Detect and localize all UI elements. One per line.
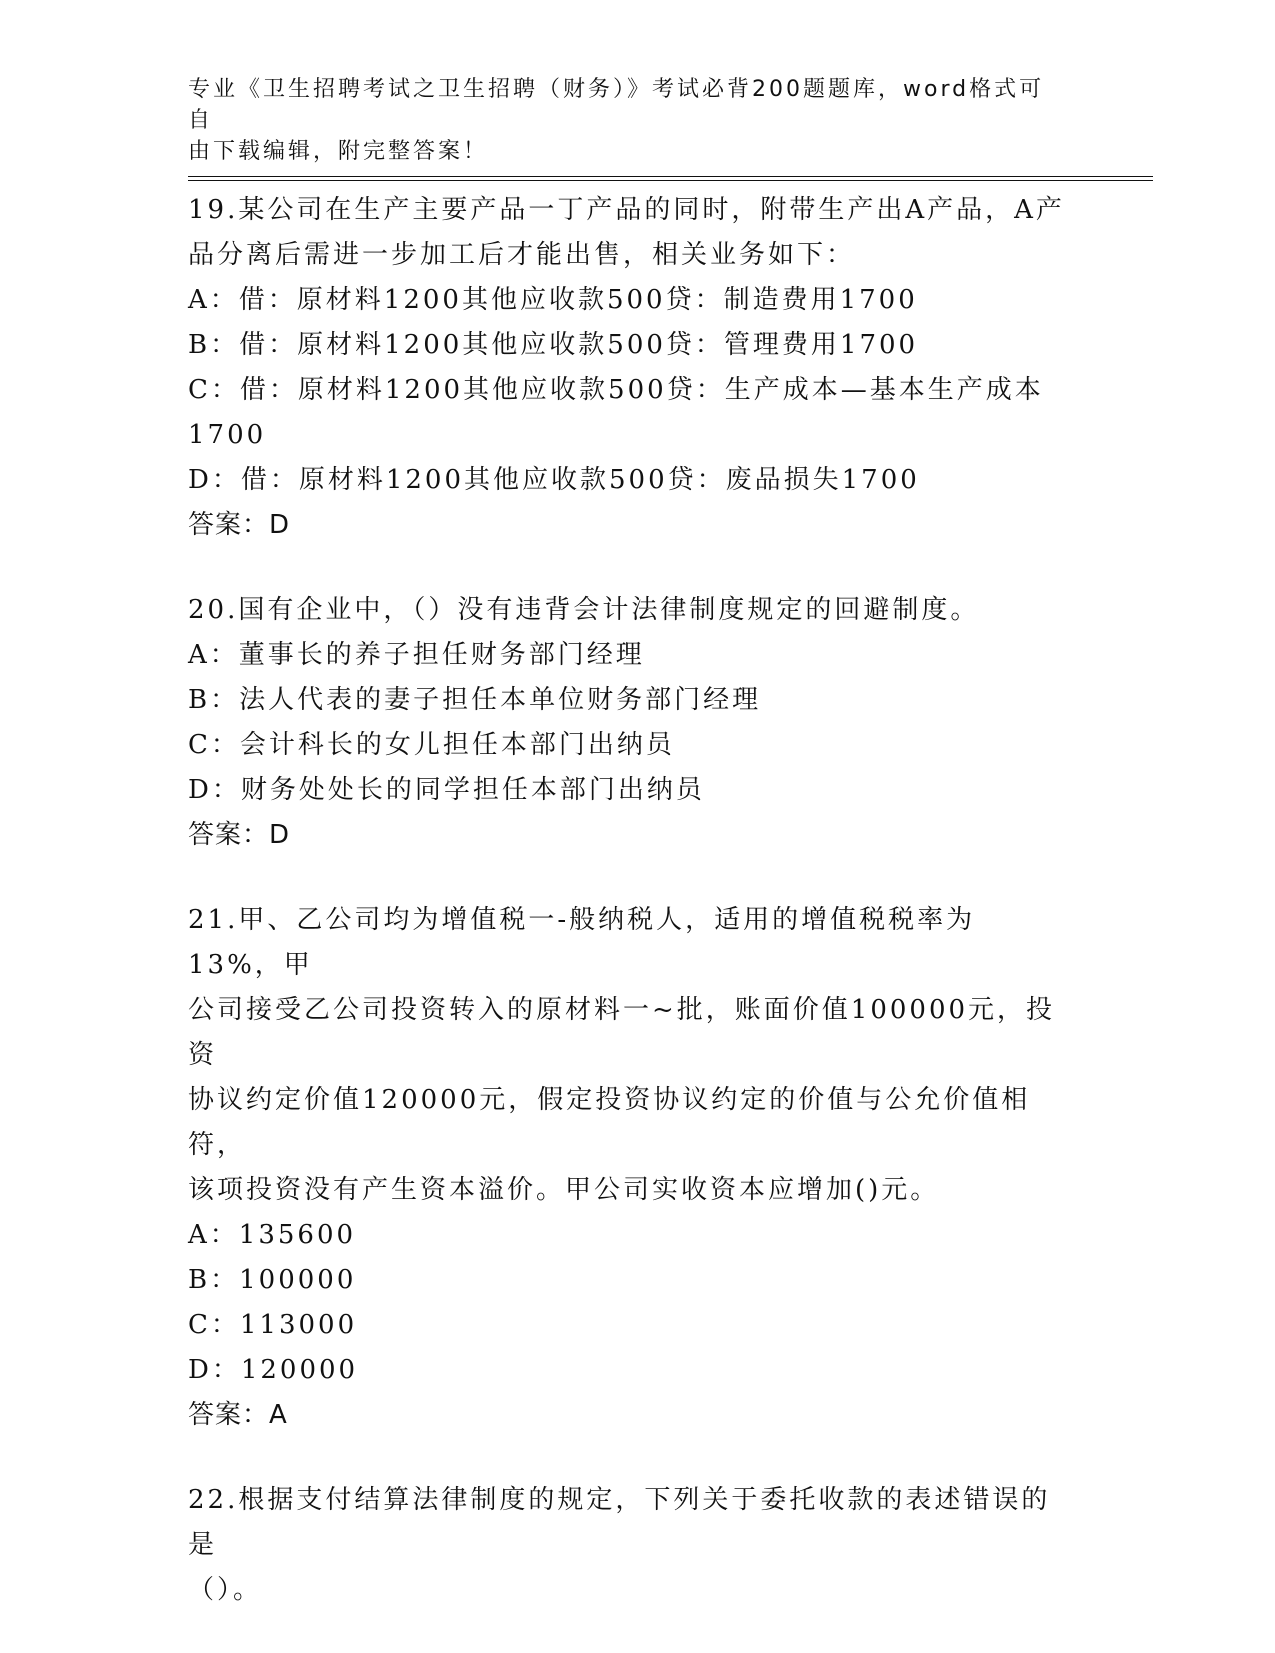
option-line: C：113000 (188, 1310, 358, 1340)
option-line: B：法人代表的妻子担任本单位财务部门经理 (188, 685, 762, 715)
question-block (188, 588, 1068, 858)
option-line: A：借：原材料1200其他应收款500贷：制造费用1700 (188, 285, 918, 315)
header-line-2: 由下载编辑，附完整答案！ (188, 139, 489, 164)
question-stem-line: 22.根据支付结算法律制度的规定，下列关于委托收款的表述错误的是 (188, 1485, 1051, 1560)
answer-line: 答案：D (188, 820, 291, 850)
header-line-1: 专业《卫生招聘考试之卫生招聘（财务）》考试必背200题题库，word格式可自 (188, 77, 1045, 133)
option-line: 1700 (188, 420, 267, 450)
option-line: C：借：原材料1200其他应收款500贷：生产成本—基本生产成本 (188, 375, 1044, 405)
question-block (188, 1478, 1068, 1613)
header-rule-bottom (188, 180, 1153, 181)
question-stem-line: 协议约定价值120000元，假定投资协议约定的价值与公允价值相符， (188, 1085, 1031, 1160)
question-stem-line: 19.某公司在生产主要产品一丁产品的同时，附带生产出A产品，A产 (188, 195, 1065, 225)
option-line: C：会计科长的女儿担任本部门出纳员 (188, 730, 675, 760)
question-stem-line: （）。 (188, 1575, 263, 1605)
question-block (188, 188, 1068, 548)
answer-line: 答案：A (188, 1400, 288, 1430)
option-line: B：借：原材料1200其他应收款500贷：管理费用1700 (188, 330, 919, 360)
option-line: D：财务处处长的同学担任本部门出纳员 (188, 775, 705, 805)
question-stem-line: 公司接受乙公司投资转入的原材料一~批，账面价值100000元，投资 (188, 995, 1056, 1070)
option-line: D：借：原材料1200其他应收款500贷：废品损失1700 (188, 465, 920, 495)
question-block (188, 898, 1068, 1438)
option-line: D：120000 (188, 1355, 359, 1385)
answer-line: 答案：D (188, 510, 291, 540)
document-header (188, 74, 1068, 167)
question-stem-line: 品分离后需进一步加工后才能出售，相关业务如下： (188, 240, 856, 270)
question-stem-line: 该项投资没有产生资本溢价。甲公司实收资本应增加()元。 (188, 1175, 940, 1205)
header-rule-top (188, 176, 1153, 177)
question-stem-line: 20.国有企业中，（）没有违背会计法律制度规定的回避制度。 (188, 595, 980, 625)
question-stem-line: 21.甲、乙公司均为增值税一-般纳税人，适用的增值税税率为13%，甲 (188, 905, 976, 980)
question-list (188, 188, 1068, 1653)
option-line: A：135600 (188, 1220, 357, 1250)
option-line: B：100000 (188, 1265, 357, 1295)
option-line: A：董事长的养子担任财务部门经理 (188, 640, 645, 670)
